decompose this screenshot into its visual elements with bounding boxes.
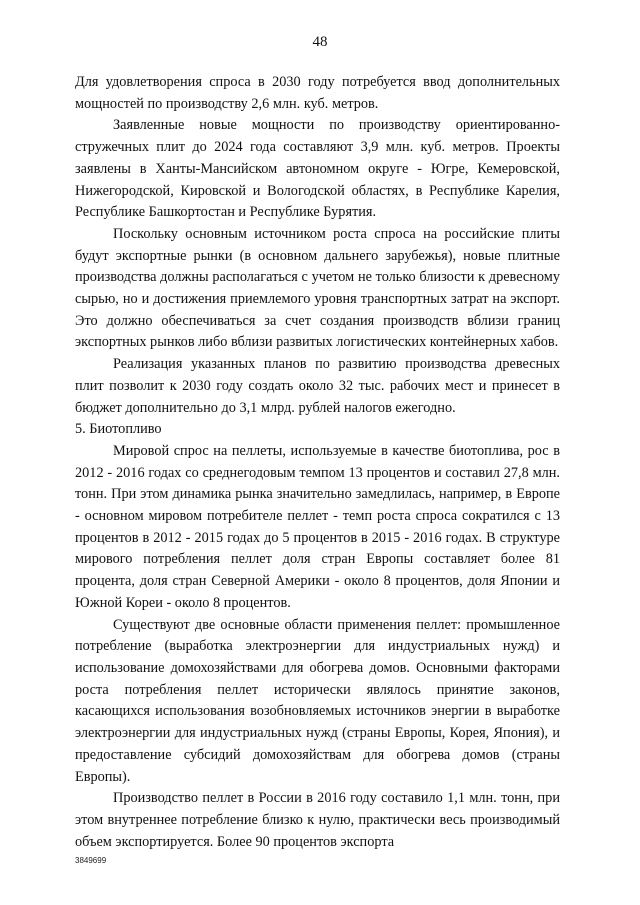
- page-content: [75, 72, 560, 853]
- section-title: 5. Биотопливо: [75, 421, 162, 438]
- paragraph: Поскольку основным источником роста спроса на российские плиты будут экспортные рынки (в основном дальнего зарубежья), новые плитные производства должны располагаться с учетом не только близости к древесному сырью, но и достижения приемлемого уровня транспортных затрат на экспорт. Это должно обеспечиваться за счет создания производств вблизи границ экспортных рынков либо вблизи развитых логистических контейнерных хабов.: [75, 225, 560, 351]
- paragraph: Реализация указанных планов по развитию производства древесных плит позволит к 2030 году создать около 32 тыс. рабочих мест и принесет в бюджет дополнительно до 3,1 млрд. рублей налогов ежегодно.: [75, 356, 560, 416]
- document-code: 3849699: [75, 856, 107, 865]
- paragraph: Для удовлетворения спроса в 2030 году потребуется ввод дополнительных мощностей по производству 2,6 млн. куб. метров.: [75, 74, 560, 112]
- paragraph: Мировой спрос на пеллеты, используемые в качестве биотоплива, рос в 2012 - 2016 годах со среднегодовым темпом 13 процентов и составил 27,8 млн. тонн. При этом динамика рынка значительно замедлилась, например, в Европе - основном мировом потребителе пеллет - темп роста спроса сократился с 13 процентов в 2012 - 2015 годах до 5 процентов в 2015 - 2016 годах. В структуре мирового потребления пеллет доля стран Европы составляет более 81 процента, доля стран Северной Америки - около 8 процентов, доля Японии и Южной Кореи - около 8 процентов.: [75, 442, 560, 611]
- paragraph: Существуют две основные области применения пеллет: промышленное потребление (выработка электроэнергии для индустриальных нужд) и использование домохозяйствами для обогрева домов. Основными факторами роста потребления пеллет исторически являлось принятие законов, касающихся использования возобновляемых источников энергии в выработке электроэнергии для индустриальных нужд (страны Европы, Корея, Япония), и предоставление субсидий домохозяйствам для обогрева домов (страны Европы).: [75, 616, 560, 785]
- page-number: 48: [312, 34, 328, 50]
- paragraph: Производство пеллет в России в 2016 году составило 1,1 млн. тонн, при этом внутреннее потребление близко к нулю, практически весь производимый объем экспортируется. Более 90 процентов экспорта: [75, 790, 560, 850]
- paragraph: Заявленные новые мощности по производству ориентированно-стружечных плит до 2024 года составляют 3,9 млн. куб. метров. Проекты заявлены в Ханты-Мансийском автономном округе - Югре, Кемеровской, Нижегородской, Кировской и Вологодской областях, в Республике Карелия, Республике Башкортостан и Республике Бурятия.: [75, 117, 560, 221]
